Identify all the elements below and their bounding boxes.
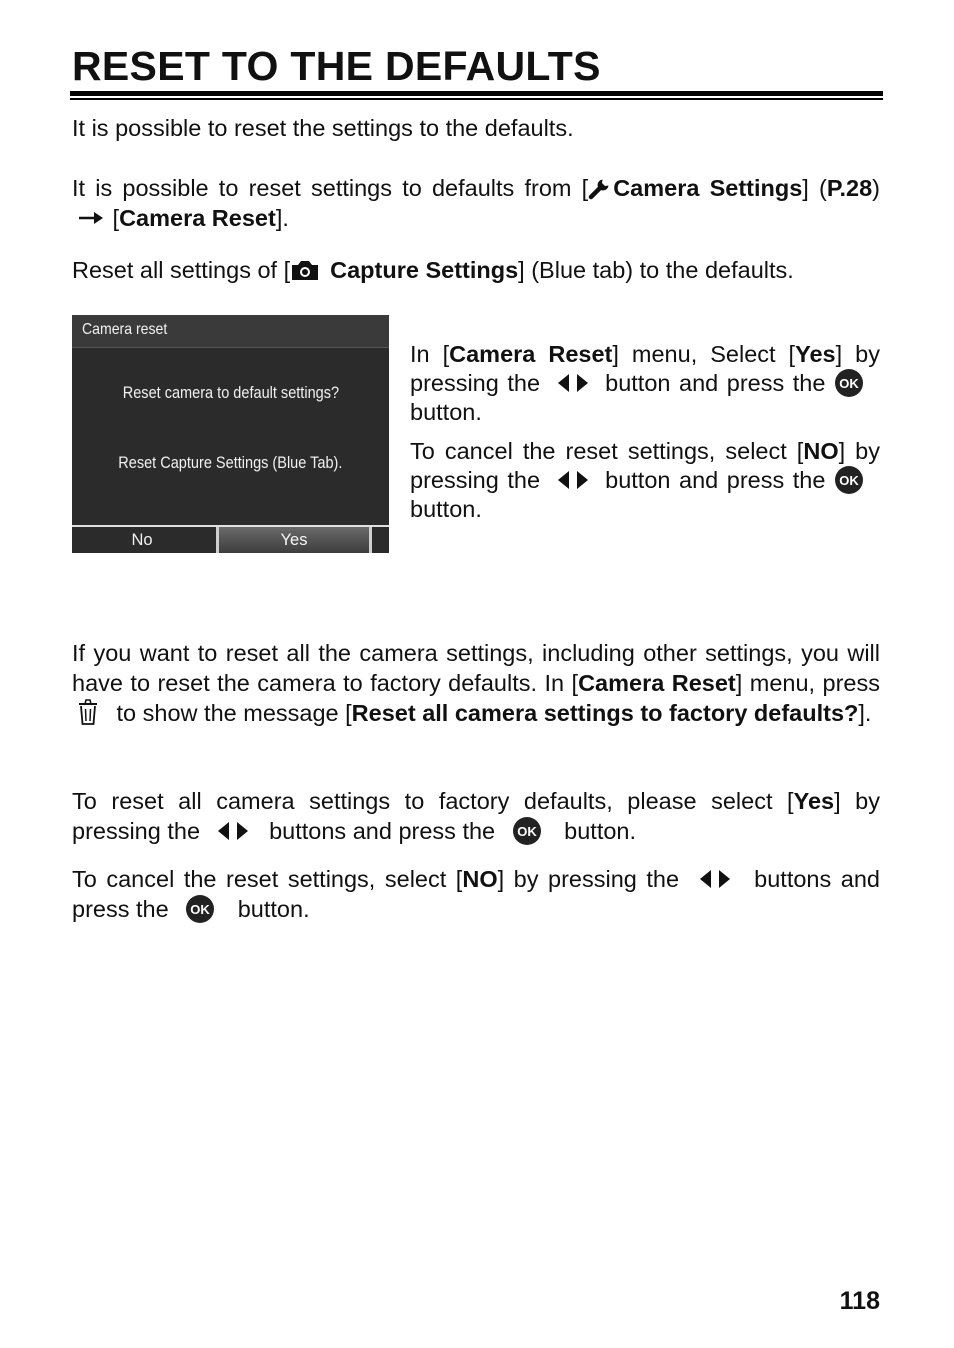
left-right-arrows-icon xyxy=(557,372,589,394)
page-title: RESET TO THE DEFAULTS xyxy=(72,43,601,89)
screen-message-default: Reset camera to default settings? xyxy=(122,384,339,402)
ok-button-icon xyxy=(185,894,215,924)
intro-paragraph: It is possible to reset the settings to the defaults. xyxy=(72,115,574,141)
paragraph-select-no: To cancel the reset settings, select [NO] by pressing the buttons and press the OK button. xyxy=(72,866,880,922)
paragraph-factory-defaults: If you want to reset all the camera settings, including other settings, you will have to reset the camera to factory defaults. In [Camera Reset] menu, press to show the message [Reset all camera settings to factory defaults?]. xyxy=(72,640,880,726)
svg-text:OK: OK xyxy=(839,375,859,391)
paragraph-capture-settings: Reset all settings of [ Capture Settings] (Blue tab) to the defaults. xyxy=(72,257,794,283)
arrow-right-icon xyxy=(78,210,104,226)
ok-button-icon xyxy=(834,368,864,398)
camera-reset-screen xyxy=(72,315,389,553)
ok-button-icon xyxy=(512,816,542,846)
side-paragraph-select-yes: In [Camera Reset] menu, Select [Yes] by pressing the button and press the OK button. xyxy=(410,341,880,425)
left-right-arrows-icon xyxy=(217,820,249,842)
screen-no-button[interactable]: No xyxy=(131,531,153,549)
svg-text:OK: OK xyxy=(839,472,859,488)
screen-header: Camera reset xyxy=(72,315,389,348)
title-rule-thick xyxy=(70,91,883,96)
screen-button-bar xyxy=(72,525,389,553)
svg-text:OK: OK xyxy=(190,901,210,917)
paragraph-camera-settings: It is possible to reset settings to defaults from [ Camera Settings] (P.28) [Camera Reset]. xyxy=(72,175,880,231)
left-right-arrows-icon xyxy=(557,469,589,491)
ok-button-icon xyxy=(834,465,864,495)
left-right-arrows-icon xyxy=(699,868,731,890)
side-paragraph-select-no: To cancel the reset settings, select [NO] by pressing the button and press the OK button. xyxy=(410,438,880,522)
trash-icon xyxy=(76,699,100,725)
screen-message-capture: Reset Capture Settings (Blue Tab). xyxy=(118,454,343,472)
wrench-icon xyxy=(588,176,612,200)
page-number: 118 xyxy=(839,1287,880,1315)
paragraph-select-yes: To reset all camera settings to factory defaults, please select [Yes] by pressing the buttons and press the OK button. xyxy=(72,788,880,844)
svg-text:OK: OK xyxy=(516,823,537,839)
camera-icon xyxy=(290,259,320,281)
title-rule-thin xyxy=(70,98,883,100)
screen-yes-button[interactable]: Yes xyxy=(216,527,372,553)
